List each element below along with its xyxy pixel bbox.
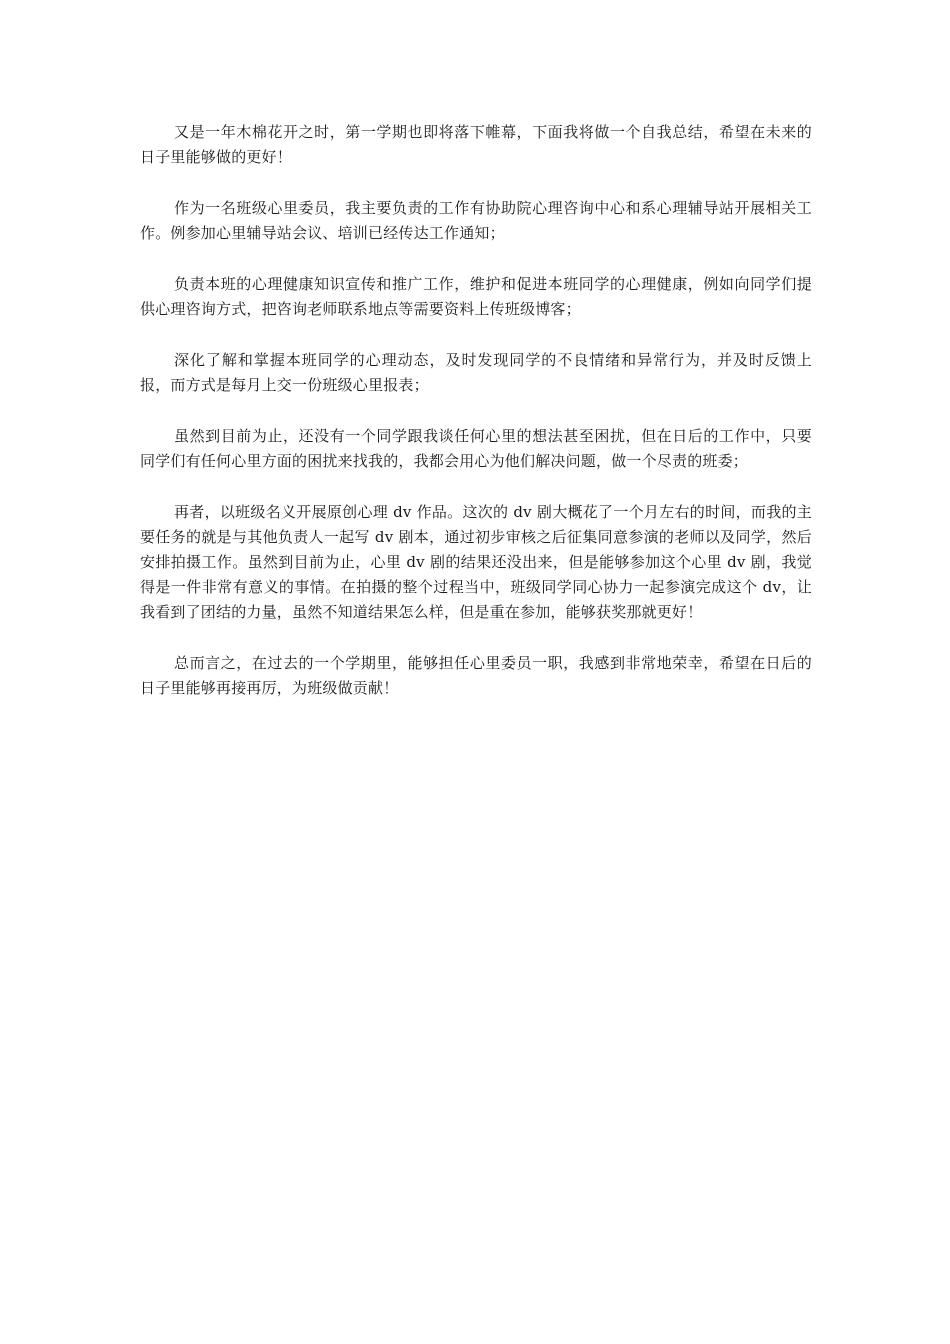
paragraph-promotion: 负责本班的心理健康知识宣传和推广工作，维护和促进本班同学的心理健康，例如向同学们提供心理咨询方式，把咨询老师联系地点等需要资料上传班级博客； xyxy=(140,275,812,318)
paragraph-commitment: 虽然到目前为止，还没有一个同学跟我谈任何心里的想法甚至困扰，但在日后的工作中，只要同学们有任何心里方面的困扰来找我的，我都会用心为他们解决问题，做一个尽责的班委； xyxy=(140,427,812,470)
paragraph-monitoring: 深化了解和掌握本班同学的心理动态，及时发现同学的不良情绪和异常行为，并及时反馈上报，而方式是每月上交一份班级心里报表； xyxy=(140,351,812,394)
paragraph-conclusion: 总而言之，在过去的一个学期里，能够担任心里委员一职，我感到非常地荣幸，希望在日后的日子里能够再接再厉，为班级做贡献！ xyxy=(140,654,812,697)
paragraph-dv-project: 再者，以班级名义开展原创心理 dv 作品。这次的 dv 剧大概花了一个月左右的时间，而我的主要任务的就是与其他负责人一起写 dv 剧本，通过初步审核之后征集同意参演的老师以及同学，然后安排拍摄工作。虽然到目前为止，心里 dv 剧的结果还没出来，但是能够参加这个心里 dv 剧，我觉得是一件非常有意义的事情。在拍摄的整个过程当中，班级同学同心协力一起参演完成这个 dv，让我看到了团结的力量，虽然不知道结果怎么样，但是重在参加，能够获奖那就更好！ xyxy=(140,503,812,621)
paragraph-intro: 又是一年木棉花开之时，第一学期也即将落下帷幕，下面我将做一个自我总结，希望在未来的日子里能够做的更好！ xyxy=(140,123,812,166)
paragraph-role: 作为一名班级心里委员，我主要负责的工作有协助院心理咨询中心和系心理辅导站开展相关工作。例参加心里辅导站会议、培训已经传达工作通知； xyxy=(140,199,812,242)
document-body xyxy=(140,120,812,727)
